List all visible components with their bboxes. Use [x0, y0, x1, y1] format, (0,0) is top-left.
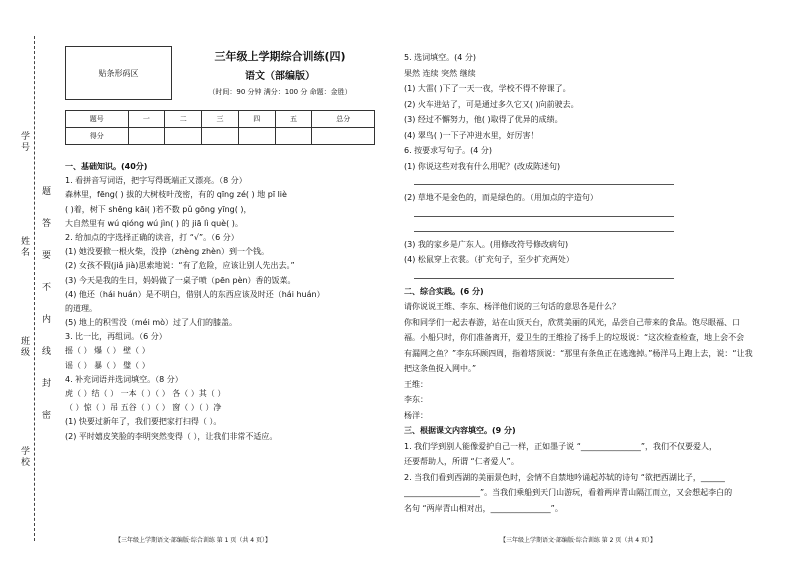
question-line: 一、基础知识。(40分): [65, 162, 148, 171]
question-line: 名句 “两岸青山相对出，_______________”。: [404, 503, 563, 513]
footer-right: 【三年级上学期语文·部编版·综合训练 第 2 页（共 4 页）】: [500, 537, 656, 544]
score-row-label: 得分: [66, 128, 129, 145]
cut-line: [34, 36, 35, 541]
question-line: (3) 经过不懈努力，他( )取得了优异的成绩。: [404, 115, 563, 124]
score-cell[interactable]: [275, 128, 312, 145]
score-header: 题号: [66, 111, 129, 128]
question-line: (4) 翠鸟( )一下子冲进水里，好厉害！: [404, 130, 539, 140]
score-cell[interactable]: [165, 128, 202, 145]
question-line: (2) 草地不是金色的，而是绿色的。（用加点的字造句）: [404, 193, 598, 202]
question-line: 1. 我们学到别人能像爱护自己一样，正如墨子说 “_______________”，我们不仅要爱人，: [404, 441, 718, 451]
question-line: （ ）惊（ ）吊 五谷（ ）（ ） 窗（ ）（ ）净: [65, 403, 222, 413]
answer-lidong[interactable]: 李东：: [404, 395, 428, 404]
score-cell[interactable]: [202, 128, 239, 145]
name-label: 姓名: [19, 236, 29, 258]
score-cell[interactable]: [128, 128, 165, 145]
question-line: (1) 你说这些对我有什么用呢？(改成陈述句): [404, 161, 561, 171]
right-page: [404, 50, 769, 516]
exam-subtitle: 语文（部编版）: [245, 71, 315, 82]
answer-line[interactable]: [414, 269, 674, 279]
question-line: 的道理。: [65, 303, 97, 313]
question-line: 还要帮助人，所谓 “仁者爱人”。: [404, 457, 519, 466]
left-questions: [65, 160, 385, 444]
score-header: 二: [165, 111, 202, 128]
student-id-label: 学号: [19, 131, 29, 153]
exam-meta: （时间：90 分钟 满分：100 分 命题：金胜）: [208, 88, 352, 96]
seal-char: 要: [42, 251, 52, 261]
question-line: 4. 补充词语并选词填空。（8 分）: [65, 374, 183, 384]
score-cell[interactable]: [238, 128, 275, 145]
score-table: [65, 110, 375, 145]
passage-line: 有漏网之鱼？”李东环顾四周，指着塔顶说：“那里有条鱼正在逃逸掉。”杨洋马上跑上去，说：“让我: [404, 348, 753, 358]
score-header: 一: [128, 111, 165, 128]
question-line: (4) 松鼠穿上衣裳。（扩充句子，至少扩充两处）: [404, 255, 574, 264]
question-line: (3) 今天是我的生日，妈妈做了一桌子喷（pēn pèn）香的饭菜。: [65, 275, 296, 285]
score-cell[interactable]: [312, 128, 375, 145]
barcode-area: 贴条形码区: [65, 46, 172, 100]
seal-char: 答: [42, 219, 52, 229]
title-block: [180, 48, 380, 97]
question-line: (3) 我的家乡是广东人。(用修改符号修改病句): [404, 239, 569, 249]
class-label: 班级: [19, 336, 29, 358]
answer-line[interactable]: [414, 222, 674, 232]
seal-char: 不: [42, 283, 52, 293]
question-line: 森林里，fēng( ) 拔的大树枝叶茂密，有的 qīng zé( ) 地 pī liè: [65, 190, 287, 200]
passage-line: 你和同学们一起去春游，站在山顶天台，欣赏美丽的风光，品尝自己带来的食品。饱尽眼福、口: [404, 317, 740, 327]
question-line: 谣（ ） 暴（ ） 璧（ ）: [65, 360, 150, 370]
question-line: (2) 火车进站了，可是通过多久它又( )向前驶去。: [404, 99, 579, 109]
answer-yangyang[interactable]: 杨洋：: [404, 410, 428, 420]
question-line: 虎（ ）结（ ） 一本（ ）（ ） 各（ ）其（ ）: [65, 389, 226, 398]
question-line: ( )着，树下 shēng kāi( )若不数 pǔ gōng yīng( )，: [65, 204, 252, 214]
score-header: 四: [238, 111, 275, 128]
seal-char: 内: [42, 315, 52, 325]
section-heading: 三、根据课文内容填空。(9 分): [404, 426, 516, 435]
question-line: 摇（ ） 爆（ ） 壁（ ）: [65, 346, 150, 356]
seal-char: 密: [42, 411, 52, 421]
question-line: 2. 给加点的字选择正确的读音，打 “√”。（6 分）: [65, 232, 239, 242]
word-bank: 果然 连续 突然 继续: [404, 68, 476, 78]
score-header: 五: [275, 111, 312, 128]
seal-char: 封: [42, 379, 52, 389]
question-line: 6. 按要求写句子。(4 分): [404, 146, 493, 155]
question-line: 1. 看拼音写词语，把字写得既端正又漂亮。（8 分）: [65, 176, 247, 186]
question-line: (1) 她没要掀一根火柴，没挣（zhèng zhèn）到一个钱。: [65, 247, 270, 257]
exam-title: 三年级上学期综合训练(四): [214, 50, 346, 63]
question-line: (2) 平时嬉皮笑脸的李明突然变得（ ），让我们非常不适应。: [65, 431, 278, 441]
question-line: (1) 大雷( )下了一天一夜，学校不得不停课了。: [404, 84, 571, 93]
footer-left: 【三年级上学期语文·部编版·综合训练 第 1 页（共 4 页）】: [115, 537, 271, 544]
passage-line: 把这条鱼捉入网中。”: [404, 364, 477, 373]
question-line: 3. 比一比，再组词。（6 分）: [65, 332, 167, 342]
question-line: 2. 当我们看到西湖的美丽景色时，会情不自禁地吟诵起苏轼的诗句 “欲把西湖比子，______: [404, 472, 725, 482]
answer-wangwei[interactable]: 王维：: [404, 379, 428, 389]
question-line: (4) 他还（hái huán）是不明白，借别人的东西应该及时还（hái huán）: [65, 289, 325, 299]
question-line: (2) 女孩不假(jiǎ jià)思索地说：“有了危险，应该让别人先出去。”: [65, 261, 295, 271]
passage-line: 福。小船只时，你们准备离开，爱卫生的王维捡了扬手上的垃圾说：“这次检查检查，地上会不会: [404, 333, 745, 342]
school-label: 学校: [19, 446, 29, 468]
section-heading: 二、综合实践。(6 分): [404, 286, 484, 296]
question-line: 请你说说王维、李东、杨洋他们说的三句话的意思各是什么？: [404, 302, 620, 311]
question-line: (1) 快要过新年了，我们要把家打扫得（ ）。: [65, 417, 222, 427]
question-line: (5) 地上的积雪没（méi mò）过了人们的膝盖。: [65, 318, 238, 328]
question-line: 5. 选词填空。(4 分): [404, 53, 477, 62]
seal-char: 题: [42, 187, 52, 197]
answer-line[interactable]: [414, 175, 674, 185]
seal-char: 线: [42, 347, 52, 357]
score-header: 总分: [312, 111, 375, 128]
binding-strip: [6, 36, 54, 541]
answer-line[interactable]: [414, 207, 674, 217]
question-line: ___________________”。当我们乘船到天门山游玩，看着两岸青山隔江而立，又会想起李白的: [404, 488, 733, 497]
score-header: 三: [202, 111, 239, 128]
question-line: 大自然里有 wú qióng wú jìn( ) 的 jiā lì què( )。: [65, 218, 243, 228]
